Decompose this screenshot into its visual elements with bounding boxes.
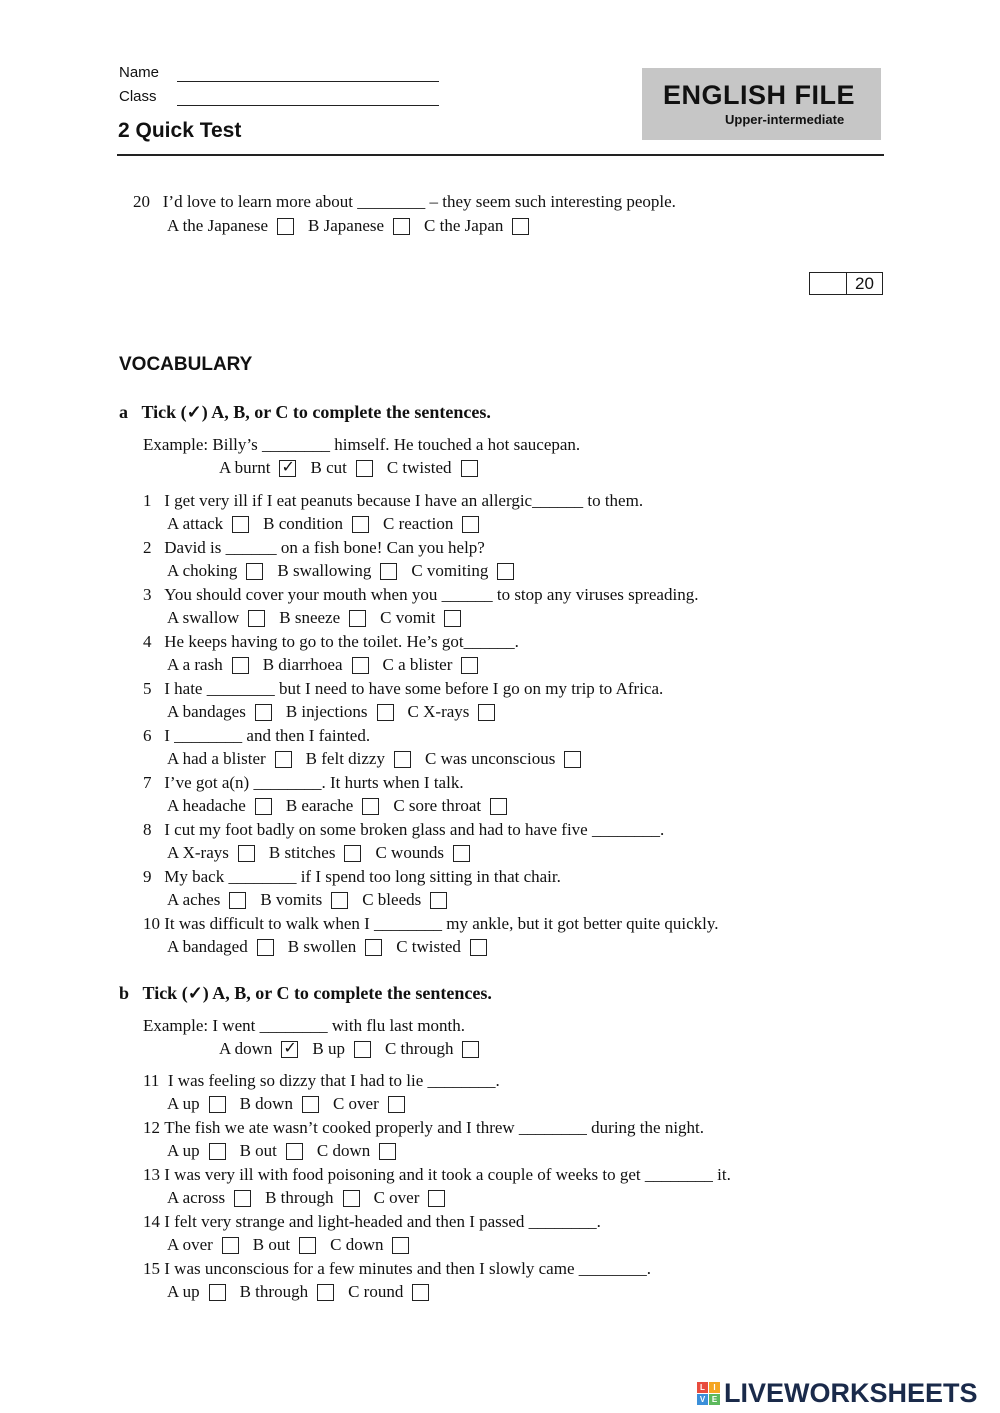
- page-title: 2 Quick Test: [118, 119, 242, 142]
- checkbox[interactable]: [331, 892, 348, 909]
- option-label: C round: [348, 1282, 404, 1301]
- question-item: [143, 679, 663, 699]
- checkbox[interactable]: [238, 845, 255, 862]
- question-number: 5: [143, 679, 152, 698]
- question-item: [143, 867, 561, 887]
- question-item: [143, 1118, 704, 1138]
- checkbox[interactable]: [209, 1143, 226, 1160]
- option-label: B sneeze: [279, 608, 341, 627]
- question-text: The fish we ate wasn’t cooked properly and I threw ________ during the night.: [164, 1118, 705, 1137]
- question-options: [167, 890, 461, 910]
- checkbox[interactable]: [344, 845, 361, 862]
- checkbox-checked[interactable]: [279, 456, 296, 477]
- question-options: [167, 655, 492, 675]
- question-number: 9: [143, 867, 152, 886]
- question-number: 6: [143, 726, 152, 745]
- checkbox-checked[interactable]: [281, 1037, 298, 1058]
- option-label: B felt dizzy: [305, 749, 385, 768]
- question-text: You should cover your mouth when you ______ to stop any viruses spreading.: [164, 585, 699, 604]
- option-label: B vomits: [260, 890, 323, 909]
- question-item: [143, 585, 698, 605]
- question-number: 15: [143, 1259, 160, 1278]
- question-options: [167, 702, 509, 722]
- checkbox[interactable]: [248, 610, 265, 627]
- instruction-text: Tick (✓) A, B, or C to complete the sentences.: [142, 983, 492, 1003]
- option-label: C twisted: [396, 937, 461, 956]
- option-label: A the Japanese: [167, 216, 269, 235]
- question-options: [167, 1235, 423, 1255]
- checkbox[interactable]: [478, 704, 495, 721]
- question-20-options: [167, 216, 543, 236]
- question-item: [143, 1259, 651, 1279]
- option-label: B earache: [285, 796, 354, 815]
- brand-level: Upper-intermediate: [725, 112, 845, 127]
- checkbox[interactable]: [209, 1284, 226, 1301]
- checkbox[interactable]: [234, 1190, 251, 1207]
- liveworksheets-wordmark: LIVEWORKSHEETS: [724, 1378, 978, 1408]
- checkbox[interactable]: [349, 610, 366, 627]
- question-options: [167, 796, 521, 816]
- question-item: [143, 914, 719, 934]
- checkbox[interactable]: [232, 516, 249, 533]
- brand-badge: [642, 68, 881, 140]
- question-item: [143, 538, 485, 558]
- tick-icon: ✓: [283, 1037, 297, 1057]
- question-number: 20: [133, 192, 150, 211]
- checkbox[interactable]: [362, 798, 379, 815]
- checkbox[interactable]: [209, 1096, 226, 1113]
- question-options: [167, 1141, 410, 1161]
- option-label: C over: [332, 1094, 379, 1113]
- section-letter: a: [119, 402, 128, 422]
- option-label: B diarrhoea: [262, 655, 343, 674]
- question-number: 10: [143, 914, 160, 933]
- option-label: C down: [316, 1141, 371, 1160]
- question-text: I was unconscious for a few minutes and then I slowly came ________.: [164, 1259, 651, 1278]
- option-label: A X-rays: [167, 843, 229, 862]
- option-label: B down: [239, 1094, 293, 1113]
- checkbox[interactable]: [255, 704, 272, 721]
- checkbox[interactable]: [461, 460, 478, 477]
- checkbox[interactable]: [343, 1190, 360, 1207]
- option-label: C vomit: [380, 608, 436, 627]
- score-total: 20: [846, 273, 882, 294]
- question-options: [167, 514, 493, 534]
- question-options: [167, 608, 475, 628]
- checkbox[interactable]: [317, 1284, 334, 1301]
- instruction-b: [119, 983, 492, 1004]
- instruction-text: Tick (✓) A, B, or C to complete the sentences.: [141, 402, 491, 422]
- checkbox[interactable]: [229, 892, 246, 909]
- option-label: B Japanese: [308, 216, 385, 235]
- checkbox[interactable]: [412, 1284, 429, 1301]
- question-options: [167, 937, 501, 957]
- question-options: [167, 561, 528, 581]
- checkbox[interactable]: [246, 563, 263, 580]
- option-label: A across: [167, 1188, 226, 1207]
- option-label: B injections: [285, 702, 368, 721]
- option-label: B out: [252, 1235, 291, 1254]
- question-number: 11: [143, 1071, 160, 1090]
- checkbox[interactable]: [377, 704, 394, 721]
- checkbox[interactable]: [255, 798, 272, 815]
- checkbox[interactable]: [352, 516, 369, 533]
- checkbox[interactable]: [461, 657, 478, 674]
- question-item: [143, 820, 664, 840]
- liveworksheets-icon: L I V E: [697, 1382, 720, 1405]
- question-item: [143, 1071, 500, 1091]
- checkbox[interactable]: [222, 1237, 239, 1254]
- checkbox[interactable]: [275, 751, 292, 768]
- option-label: C over: [373, 1188, 420, 1207]
- option-label: B through: [239, 1282, 309, 1301]
- option-label: B cut: [310, 458, 347, 477]
- checkbox[interactable]: [354, 1041, 371, 1058]
- question-number: 2: [143, 538, 152, 557]
- checkbox[interactable]: [257, 939, 274, 956]
- class-label: Class: [119, 88, 157, 105]
- checkbox[interactable]: [430, 892, 447, 909]
- question-number: 7: [143, 773, 152, 792]
- instruction-a: [119, 402, 491, 423]
- option-label: A over: [167, 1235, 213, 1254]
- option-label: C sore throat: [393, 796, 482, 815]
- checkbox[interactable]: [286, 1143, 303, 1160]
- checkbox[interactable]: [392, 1237, 409, 1254]
- question-number: 14: [143, 1212, 160, 1231]
- option-label: A down: [219, 1039, 273, 1058]
- brand-title: ENGLISH FILE: [663, 80, 856, 110]
- example-b: Example: I went ________ with flu last month.: [143, 1016, 466, 1035]
- option-label: A bandages: [167, 702, 246, 721]
- option-label: B stitches: [268, 843, 336, 862]
- option-label: C was unconscious: [424, 749, 556, 768]
- option-label: A up: [167, 1094, 200, 1113]
- question-options: [167, 1282, 443, 1302]
- option-label: B up: [312, 1039, 345, 1058]
- option-label: B out: [239, 1141, 277, 1160]
- example-b-options: [219, 1039, 493, 1059]
- question-number: 4: [143, 632, 152, 651]
- question-number: 1: [143, 491, 152, 510]
- question-item: [143, 632, 519, 652]
- question-20: [133, 192, 676, 212]
- question-item: [143, 773, 464, 793]
- class-field[interactable]: [177, 105, 439, 106]
- question-options: [167, 749, 595, 769]
- checkbox[interactable]: [462, 1041, 479, 1058]
- option-label: A aches: [167, 890, 221, 909]
- checkbox[interactable]: [394, 751, 411, 768]
- checkbox[interactable]: [490, 798, 507, 815]
- option-label: C the Japan: [424, 216, 504, 235]
- option-label: A had a blister: [167, 749, 266, 768]
- checkbox[interactable]: [512, 218, 529, 235]
- option-label: C wounds: [375, 843, 444, 862]
- section-letter: b: [119, 983, 130, 1003]
- option-label: A swallow: [167, 608, 240, 627]
- checkbox[interactable]: [277, 218, 294, 235]
- checkbox[interactable]: [232, 657, 249, 674]
- option-label: B through: [265, 1188, 334, 1207]
- question-item: [143, 1212, 601, 1232]
- question-number: 8: [143, 820, 152, 839]
- checkbox[interactable]: [302, 1096, 319, 1113]
- liveworksheets-logo: [697, 1378, 978, 1409]
- checkbox[interactable]: [380, 563, 397, 580]
- tick-icon: ✓: [281, 456, 295, 476]
- checkbox[interactable]: [352, 657, 369, 674]
- question-text: I get very ill if I eat peanuts because I have an allergic______ to them.: [164, 491, 644, 510]
- checkbox[interactable]: [462, 516, 479, 533]
- checkbox[interactable]: [379, 1143, 396, 1160]
- option-label: A bandaged: [167, 937, 248, 956]
- checkbox[interactable]: [428, 1190, 445, 1207]
- question-options: [167, 843, 484, 863]
- question-text: He keeps having to go to the toilet. He’s got______.: [164, 632, 519, 651]
- option-label: C reaction: [382, 514, 454, 533]
- option-label: B condition: [263, 514, 343, 533]
- option-label: C a blister: [382, 655, 453, 674]
- question-item: [143, 726, 370, 746]
- name-field[interactable]: [177, 81, 439, 82]
- checkbox[interactable]: [564, 751, 581, 768]
- option-label: C twisted: [386, 458, 452, 477]
- header-divider: [117, 154, 884, 156]
- question-item: [143, 491, 643, 511]
- option-label: A a rash: [167, 655, 223, 674]
- checkbox[interactable]: [299, 1237, 316, 1254]
- question-number: 13: [143, 1165, 160, 1184]
- question-text: My back ________ if I spend too long sitting in that chair.: [164, 867, 561, 886]
- question-text: I was very ill with food poisoning and it took a couple of weeks to get ________ it.: [164, 1165, 731, 1184]
- option-label: A up: [167, 1282, 200, 1301]
- question-text: David is ______ on a fish bone! Can you help?: [164, 538, 485, 557]
- checkbox[interactable]: [470, 939, 487, 956]
- option-label: B swallowing: [277, 561, 372, 580]
- name-label: Name: [119, 64, 160, 81]
- option-label: A up: [167, 1141, 200, 1160]
- checkbox[interactable]: [388, 1096, 405, 1113]
- checkbox[interactable]: [356, 460, 373, 477]
- option-label: C down: [330, 1235, 384, 1254]
- option-label: A choking: [167, 561, 238, 580]
- checkbox[interactable]: [365, 939, 382, 956]
- score-box: [809, 272, 883, 295]
- question-text: I ________ and then I fainted.: [164, 726, 371, 745]
- section-heading: VOCABULARY: [119, 354, 253, 375]
- question-text: I’d love to learn more about ________ – they seem such interesting people.: [162, 192, 676, 211]
- question-number: 3: [143, 585, 152, 604]
- option-label: A burnt: [219, 458, 271, 477]
- question-text: I cut my foot badly on some broken glass and had to have five ________.: [164, 820, 665, 839]
- question-text: I was feeling so dizzy that I had to lie ________.: [163, 1071, 500, 1090]
- question-number: 12: [143, 1118, 160, 1137]
- option-label: C X-rays: [407, 702, 470, 721]
- option-label: A attack: [167, 514, 224, 533]
- option-label: C bleeds: [362, 890, 422, 909]
- checkbox[interactable]: [453, 845, 470, 862]
- checkbox[interactable]: [393, 218, 410, 235]
- option-label: C vomiting: [411, 561, 489, 580]
- question-text: I felt very strange and light-headed and then I passed ________.: [164, 1212, 601, 1231]
- checkbox[interactable]: [497, 563, 514, 580]
- question-text: I hate ________ but I need to have some before I go on my trip to Africa.: [164, 679, 664, 698]
- question-options: [167, 1094, 419, 1114]
- question-item: [143, 1165, 731, 1185]
- question-text: It was difficult to walk when I ________ my ankle, but it got better quite quickly.: [164, 914, 719, 933]
- score-input[interactable]: [810, 273, 846, 294]
- question-text: I’ve got a(n) ________. It hurts when I talk.: [164, 773, 464, 792]
- example-a: Example: Billy’s ________ himself. He touched a hot saucepan.: [143, 435, 581, 454]
- option-label: C through: [384, 1039, 454, 1058]
- checkbox[interactable]: [444, 610, 461, 627]
- option-label: A headache: [167, 796, 246, 815]
- option-label: B swollen: [287, 937, 357, 956]
- question-options: [167, 1188, 459, 1208]
- example-a-options: [219, 458, 492, 478]
